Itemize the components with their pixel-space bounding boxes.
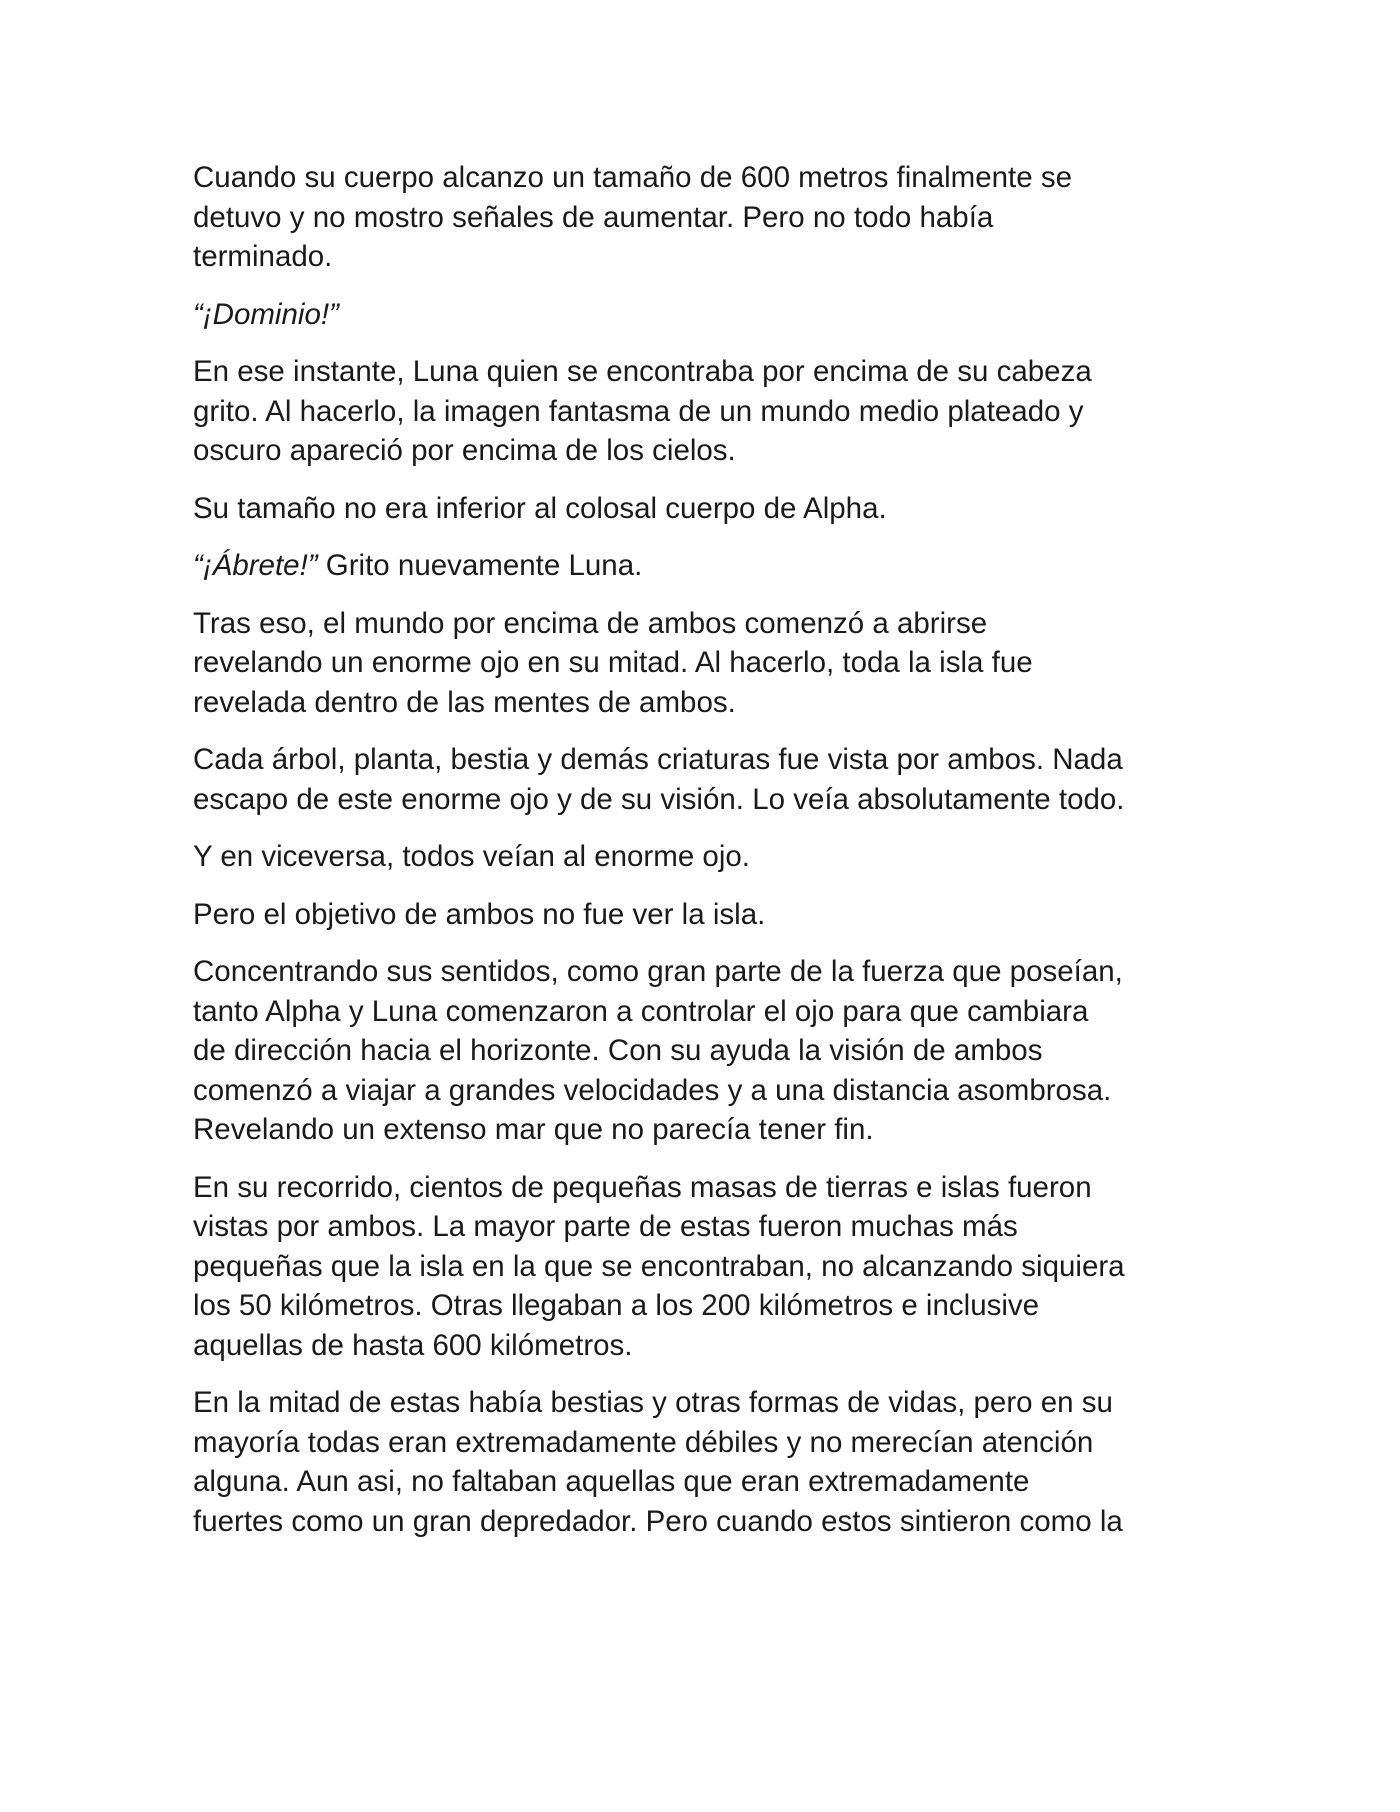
line: Y en viceversa, todos veían al enorme ojo.	[193, 840, 750, 873]
line: oscuro apareció por encima de los cielos.	[193, 434, 736, 467]
paragraph-9	[193, 895, 1223, 935]
dialogue-text: “¡Dominio!”	[193, 297, 339, 331]
line: detuvo y no mostro señales de aumentar. Pero no todo había	[193, 200, 994, 234]
line: de dirección hacia el horizonte. Con su ayuda la visión de ambos	[193, 1034, 1043, 1067]
line: En su recorrido, cientos de pequeñas masas de tierras e islas fueron	[193, 1170, 1092, 1204]
paragraph-1	[193, 158, 1223, 277]
line: revelada dentro de las mentes de ambos.	[193, 685, 736, 719]
paragraph-12	[193, 1383, 1223, 1541]
paragraph-10	[193, 952, 1223, 1150]
line: Cuando su cuerpo alcanzo un tamaño de 600 metros finalmente se	[193, 161, 1072, 194]
line: Pero el objetivo de ambos no fue ver la isla.	[193, 897, 766, 931]
line: Revelando un extenso mar que no parecía tener fin.	[193, 1113, 874, 1146]
paragraph-4	[193, 489, 1223, 529]
line: comenzó a viajar a grandes velocidades y a una distancia asombrosa.	[193, 1073, 1112, 1107]
line: Concentrando sus sentidos, como gran parte de la fuerza que poseían,	[193, 955, 1123, 988]
line: alguna. Aun asi, no faltaban aquellas que eran extremadamente	[193, 1465, 1030, 1498]
line: vistas por ambos. La mayor parte de estas fueron muchas más	[193, 1210, 1018, 1243]
paragraph-7	[193, 740, 1223, 819]
dialogue-text: “¡Ábrete!”	[193, 549, 318, 582]
line: aquellas de hasta 600 kilómetros.	[193, 1328, 633, 1362]
paragraph-2-dialogue	[193, 295, 1223, 335]
paragraph-3	[193, 352, 1223, 471]
line: En ese instante, Luna quien se encontraba por encima de su cabeza	[193, 355, 1092, 388]
line: revelando un enorme ojo en su mitad. Al hacerlo, toda la isla fue	[193, 646, 1033, 679]
line: Su tamaño no era inferior al colosal cuerpo de Alpha.	[193, 491, 887, 525]
line: Cada árbol, planta, bestia y demás criaturas fue vista por ambos. Nada	[193, 743, 1123, 776]
paragraph-11	[193, 1168, 1223, 1366]
line: los 50 kilómetros. Otras llegaban a los 200 kilómetros e inclusive	[193, 1289, 1040, 1322]
paragraph-8	[193, 837, 1223, 877]
line: grito. Al hacerlo, la imagen fantasma de un mundo medio plateado y	[193, 394, 1084, 428]
line: mayoría todas eran extremadamente débiles y no merecían atención	[193, 1425, 1094, 1459]
line: tanto Alpha y Luna comenzaron a controlar el ojo para que cambiara	[193, 994, 1089, 1028]
paragraph-5	[193, 546, 1223, 586]
document-body	[193, 158, 1223, 1559]
line: Tras eso, el mundo por encima de ambos comenzó a abrirse	[193, 606, 988, 640]
line: pequeñas que la isla en la que se encontraban, no alcanzando siquiera	[193, 1249, 1125, 1283]
line: terminado.	[193, 240, 333, 273]
narration-text: Grito nuevamente Luna.	[317, 549, 643, 582]
paragraph-6	[193, 604, 1223, 723]
line: fuertes como un gran depredador. Pero cuando estos sintieron como la	[193, 1504, 1123, 1538]
line: escapo de este enorme ojo y de su visión. Lo veía absolutamente todo.	[193, 782, 1125, 816]
line: En la mitad de estas había bestias y otras formas de vidas, pero en su	[193, 1386, 1113, 1419]
